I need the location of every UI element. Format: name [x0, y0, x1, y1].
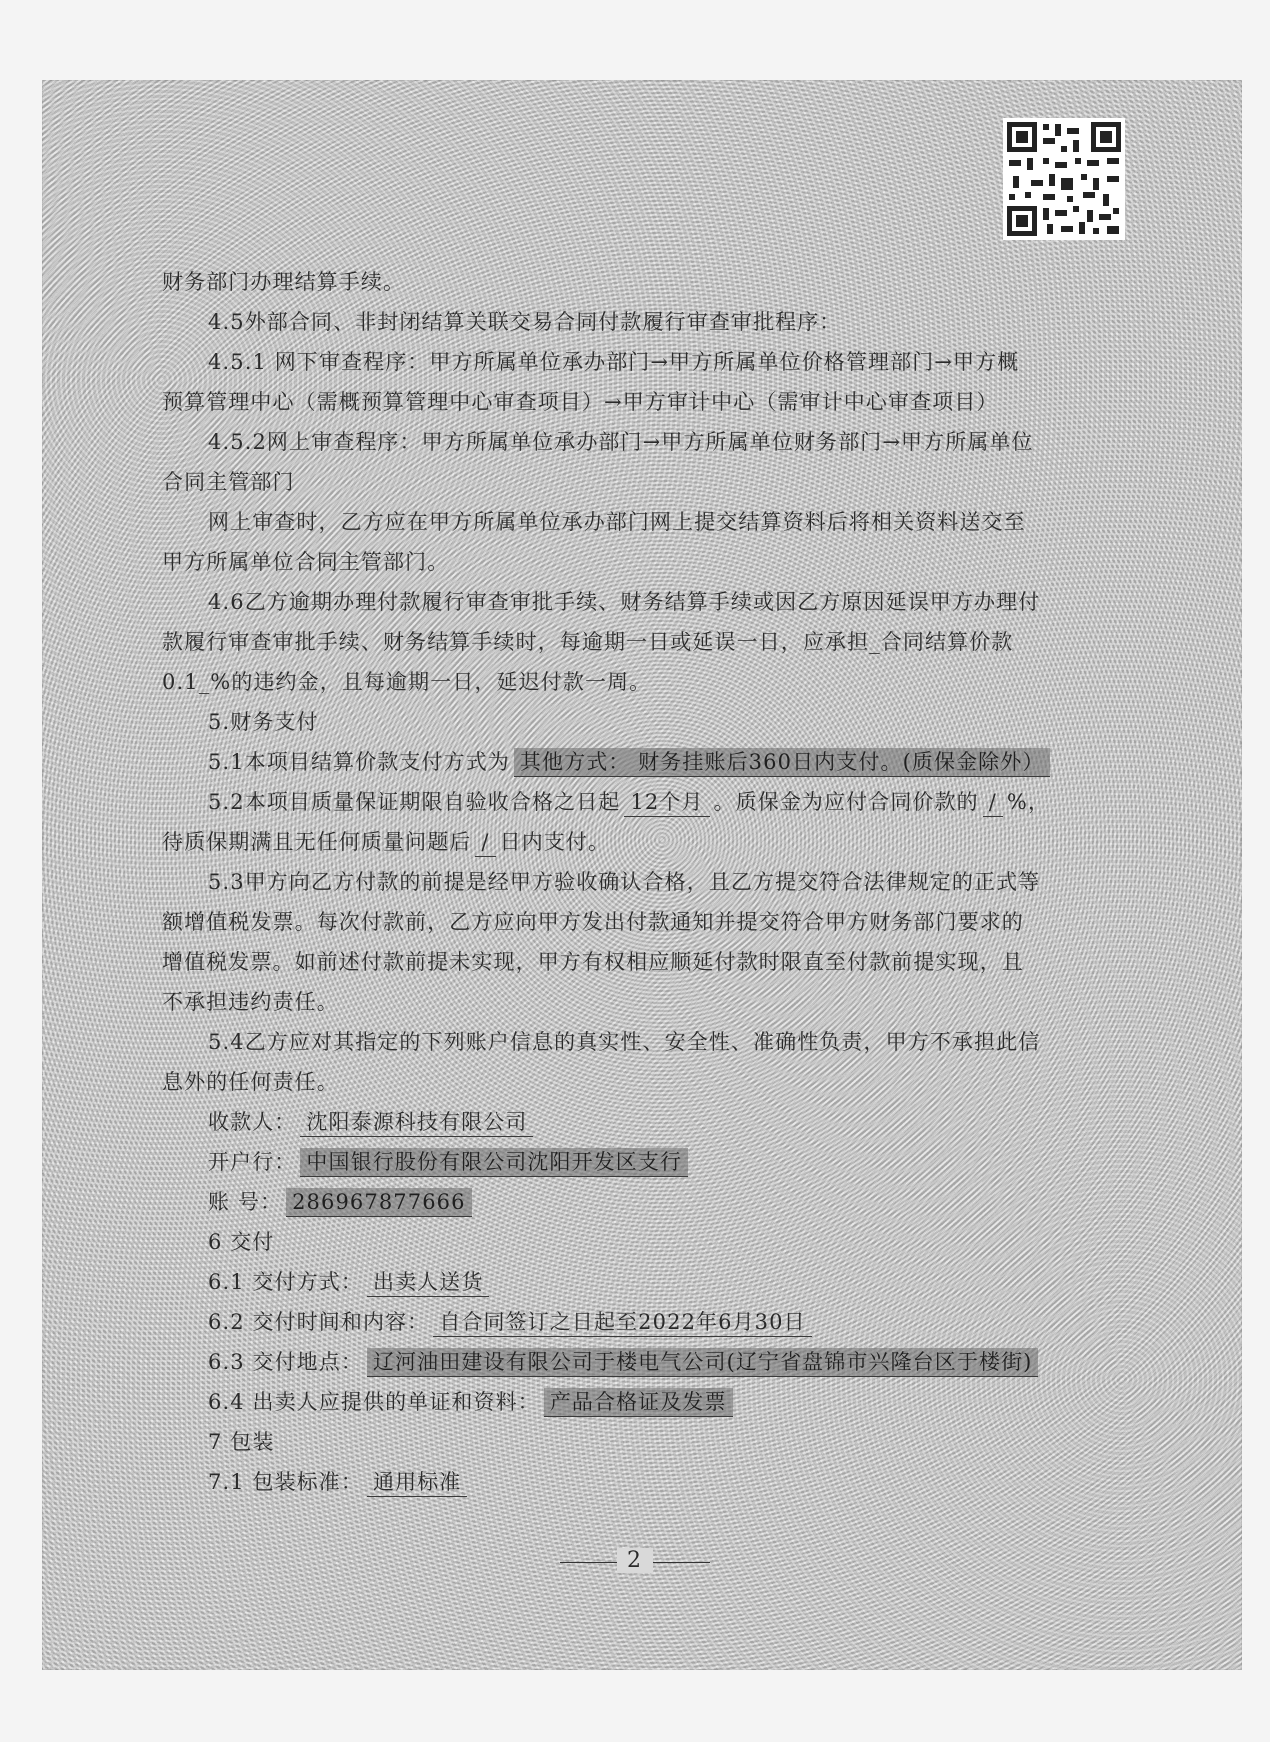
- clause-label: 6.2 交付时间和内容：: [208, 1310, 430, 1334]
- warranty-period-field: 12个月: [624, 788, 709, 817]
- clause-7-1: [162, 1462, 1122, 1502]
- text-line: 0.1_%的违约金，且每逾期一日，延迟付款一周。: [162, 670, 652, 694]
- delivery-location-field: 辽河油田建设有限公司于楼电气公司(辽宁省盘锦市兴隆台区于楼街): [367, 1348, 1038, 1377]
- account-label: 账 号：: [208, 1190, 283, 1214]
- bank-field: 中国银行股份有限公司沈阳开发区支行: [300, 1148, 688, 1177]
- clause-label: 5.2本项目质量保证期限自验收合格之日起: [208, 790, 621, 814]
- page-number-text: 2: [617, 1548, 653, 1573]
- text-line: 财务部门办理结算手续。: [162, 270, 406, 294]
- clause-5-4: 5.4乙方应对其指定的下列账户信息的真实性、安全性、准确性负责，甲方不承担此信: [208, 1030, 1041, 1054]
- section-5-heading: 5.财务支付: [208, 710, 319, 734]
- documents-field: 产品合格证及发票: [544, 1388, 733, 1417]
- text-line: 额增值税发票。每次付款前，乙方应向甲方发出付款通知并提交符合甲方财务部门要求的: [162, 910, 1024, 934]
- qr-code-icon: [1003, 118, 1125, 240]
- text-line: 款履行审查审批手续、财务结算手续时，每逾期一日或延误一日，应承担_合同结算价款: [162, 630, 1014, 654]
- retention-percent-field: /: [983, 788, 1003, 817]
- delivery-method-field: 出卖人送货: [367, 1268, 490, 1297]
- delivery-time-field: 自合同签订之日起至2022年6月30日: [433, 1308, 811, 1337]
- clause-5-3: 5.3甲方向乙方付款的前提是经甲方验收确认合格，且乙方提交符合法律规定的正式等: [208, 870, 1041, 894]
- clause-5-1: [162, 742, 1122, 782]
- text-line: 预算管理中心（需概预算管理中心审查项目）→甲方审计中心（需审计中心审查项目）: [162, 390, 999, 414]
- section-7-heading: 7 包装: [208, 1430, 275, 1454]
- page-number: [0, 1548, 1270, 1573]
- packaging-standard-field: 通用标准: [367, 1468, 467, 1497]
- retention-days-field: /: [475, 828, 495, 857]
- clause-6-2: [162, 1302, 1122, 1342]
- text-line: [162, 822, 1122, 862]
- clause-label: 6.3 交付地点：: [208, 1350, 363, 1374]
- bank-row: [162, 1142, 1122, 1182]
- account-row: [162, 1182, 1122, 1222]
- text-line: 合同主管部门: [162, 470, 295, 494]
- text-line: 不承担违约责任。: [162, 990, 339, 1014]
- clause-text: 待质保期满且无任何质量问题后: [162, 830, 472, 854]
- clause-4-5-1: 4.5.1 网下审查程序：甲方所属单位承办部门→甲方所属单位价格管理部门→甲方概: [208, 350, 1020, 374]
- clause-5-2: [162, 782, 1122, 822]
- clause-4-5: 4.5外部合同、非封闭结算关联交易合同付款履行审查审批程序：: [208, 310, 842, 334]
- clause-text: 。质保金为应付合同价款的: [713, 790, 979, 814]
- clause-4-5-2: 4.5.2网上审查程序：甲方所属单位承办部门→甲方所属单位财务部门→甲方所属单位: [208, 430, 1034, 454]
- clause-text: %，: [1006, 790, 1051, 814]
- payment-method-field: 其他方式： 财务挂账后360日内支付。(质保金除外）: [514, 748, 1051, 777]
- bank-label: 开户行：: [208, 1150, 297, 1174]
- clause-label: 6.1 交付方式：: [208, 1270, 363, 1294]
- clause-4-6: 4.6乙方逾期办理付款履行审查审批手续、财务结算手续或因乙方原因延误甲方办理付: [208, 590, 1041, 614]
- payee-label: 收款人：: [208, 1110, 297, 1134]
- account-field: 286967877666: [286, 1188, 472, 1217]
- clause-6-4: [162, 1382, 1122, 1422]
- text-line: 网上审查时，乙方应在甲方所属单位承办部门网上提交结算资料后将相关资料送交至: [208, 510, 1026, 534]
- clause-label: 6.4 出卖人应提供的单证和资料：: [208, 1390, 540, 1414]
- contract-body: [162, 262, 1122, 1502]
- section-6-heading: 6 交付: [208, 1230, 275, 1254]
- text-line: 增值税发票。如前述付款前提未实现，甲方有权相应顺延付款时限直至付款前提实现，且: [162, 950, 1024, 974]
- text-line: 甲方所属单位合同主管部门。: [162, 550, 450, 574]
- clause-text: 日内支付。: [499, 830, 611, 854]
- clause-6-1: [162, 1262, 1122, 1302]
- clause-6-3: [162, 1342, 1122, 1382]
- clause-label: 7.1 包装标准：: [208, 1470, 363, 1494]
- clause-label: 5.1本项目结算价款支付方式为: [208, 750, 510, 774]
- text-line: 息外的任何责任。: [162, 1070, 339, 1094]
- payee-row: [162, 1102, 1122, 1142]
- payee-field: 沈阳泰源科技有限公司: [300, 1108, 533, 1137]
